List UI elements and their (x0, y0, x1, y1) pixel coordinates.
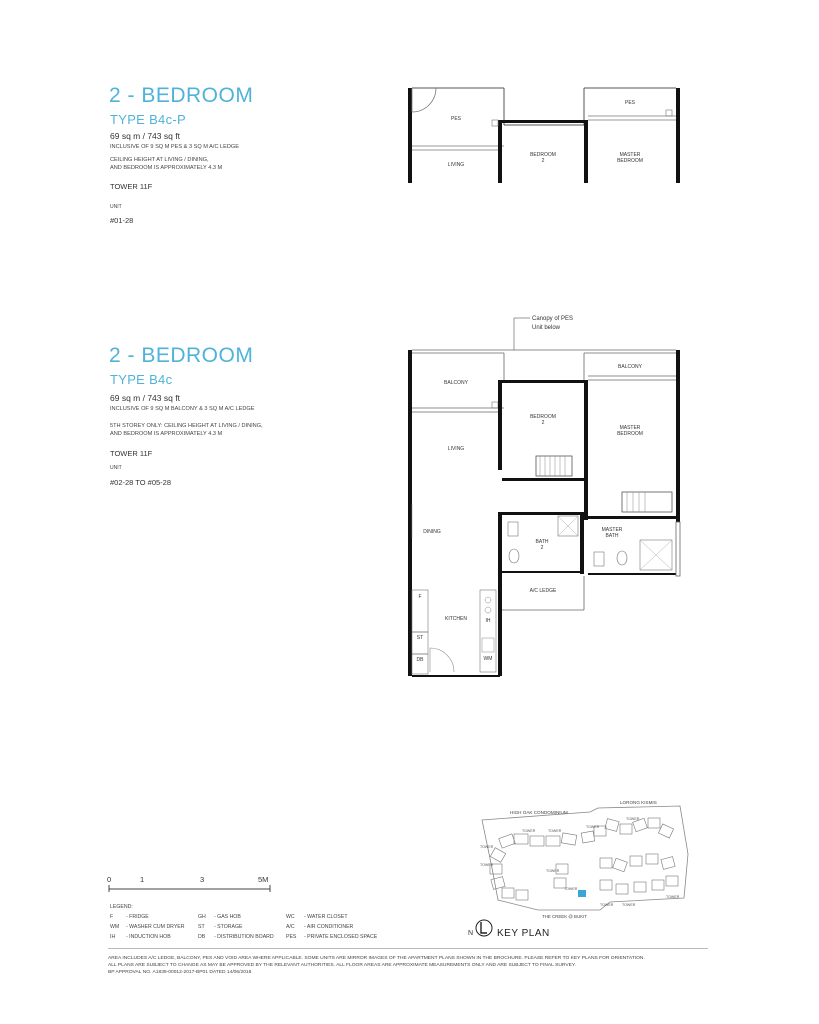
wall (588, 516, 676, 519)
wall (676, 350, 680, 522)
legend-desc: - INDUCTION HOB (126, 934, 171, 940)
tower-label: TOWER (666, 895, 680, 899)
north-arrow-icon (474, 918, 494, 938)
footnote-divider (108, 948, 708, 949)
highlight-unit (578, 890, 586, 897)
scale-tick-5m: 5M (258, 875, 269, 884)
basin (594, 552, 604, 566)
top-floor-plan (400, 80, 690, 190)
key-plan-map (470, 798, 700, 920)
tower-label: TOWER (480, 863, 494, 867)
wall (584, 120, 588, 183)
legend-desc: - WASHER CUM DRYER (126, 924, 185, 930)
basin (508, 522, 518, 536)
main-plan-inclusive: INCLUSIVE OF 9 SQ M BALCONY & 3 SQ M A/C LEDGE (110, 406, 255, 412)
legend-desc: - WATER CLOSET (304, 914, 348, 920)
wall (502, 120, 586, 123)
wall (502, 512, 582, 515)
label-high-oak: HIGH OAK CONDOMINIUM (510, 810, 568, 815)
ac-unit (492, 402, 498, 408)
tower-label: TOWER (600, 903, 614, 907)
room-label-bedroom2: 2 (541, 420, 545, 426)
label-creek: THE CREEK @ BUKIT (542, 914, 587, 919)
room-label-living: LIVING (447, 162, 465, 168)
wall (580, 512, 584, 574)
label-lorong-kismis: LORONG KISMIS (620, 800, 657, 805)
top-plan-title: 2 - BEDROOM (109, 84, 254, 107)
wall (502, 478, 584, 481)
fixture-label-f: F (418, 594, 422, 600)
legend-code: WC (286, 914, 295, 920)
legend-code: DB (198, 934, 206, 940)
wardrobe (622, 492, 672, 512)
tower-label: TOWER (546, 869, 560, 873)
wall (584, 380, 588, 520)
main-plan-area: 69 sq m / 743 sq ft (110, 393, 180, 403)
main-plan-type: TYPE B4c (110, 372, 173, 387)
wall (502, 380, 586, 383)
room-label-master: MASTER (619, 152, 641, 158)
room-label-pes: PES (450, 116, 462, 122)
tower-label: TOWER (622, 903, 636, 907)
room-label-kitchen: KITCHEN (445, 616, 467, 622)
fixture-label-wm: WM (483, 656, 493, 662)
door-swing (412, 88, 436, 112)
wall (498, 380, 502, 470)
legend-desc: - AIR CONDITIONER (304, 924, 354, 930)
wall (498, 512, 502, 572)
footnote-line-2: ALL PLANS ARE SUBJECT TO CHANGE AS MAY BE APPROVED BY THE RELEVANT AUTHORITIES. ALL FLOOR AREAS ARE APPROXIMATE MEASUREMENTS ONLY AND ARE SUBJECT TO FINAL SURVEY. (108, 963, 576, 968)
legend-title: LEGEND: (110, 904, 133, 910)
footnote-line-1: AREA INCLUDES A/C LEDGE, BALCONY, PES AND VOID AREA WHERE APPLICABLE. SOME UNITS ARE MIRROR IMAGES OF THE APARTMENT PLANS SHOWN IN THE BROCHURE. PLEASE REFER TO KEY PLANS FOR ORIENTATION. (108, 956, 645, 961)
wall (498, 120, 502, 183)
room-label-master: MASTER (619, 425, 641, 431)
room-label-living: LIVING (447, 446, 465, 452)
canopy-label-2: Unit below (532, 325, 561, 331)
legend-desc: - STORAGE (214, 924, 243, 930)
toilet (509, 549, 519, 563)
room-label-master: BEDROOM (617, 431, 643, 437)
tower-label: TOWER (480, 845, 494, 849)
scale-bar (108, 885, 278, 893)
main-floor-plan (400, 308, 690, 680)
wall (676, 522, 680, 576)
room-label-bath2: 2 (540, 545, 544, 551)
scale-tick-1: 1 (140, 875, 145, 884)
wall (676, 88, 680, 183)
tower-label: TOWER (522, 829, 536, 833)
top-plan-area: 69 sq m / 743 sq ft (110, 131, 180, 141)
footnote-line-3: BP APPROVAL NO. A1839-00012-2017-BP01 DATED 14/06/2018 (108, 970, 252, 975)
wall (408, 88, 412, 183)
room-label-master-bath: BATH (605, 533, 619, 539)
room-label-bedroom2: 2 (541, 158, 545, 164)
top-plan-inclusive: INCLUSIVE OF 9 SQ M PES & 3 SQ M A/C LEDGE (110, 144, 240, 150)
room-label-pes: PES (624, 100, 636, 106)
tower-label: TOWER (626, 817, 640, 821)
wardrobe (536, 456, 572, 476)
top-plan-ceiling-1: CEILING HEIGHT AT LIVING / DINING, (110, 157, 209, 163)
sink (482, 638, 494, 652)
main-plan-storey-1: 5TH STOREY ONLY: CEILING HEIGHT AT LIVING / DINING, (110, 423, 263, 429)
legend-code: IH (110, 934, 116, 940)
legend-desc: - DISTRIBUTION BOARD (214, 934, 274, 940)
canopy-label-1: Canopy of PES (532, 316, 574, 322)
tower-label: TOWER (548, 829, 562, 833)
room-label-balcony: BALCONY (618, 364, 642, 370)
legend-code: PES (286, 934, 297, 940)
room-label-bedroom2: BEDROOM (530, 414, 556, 420)
legend-code: F (110, 914, 114, 920)
room-label-bedroom2: BEDROOM (530, 152, 556, 158)
main-plan-unit-label: UNIT (110, 465, 122, 471)
room-label-bath2: BATH (535, 539, 549, 545)
main-plan-title: 2 - BEDROOM (109, 344, 254, 367)
room-label-master: BEDROOM (617, 158, 643, 164)
north-label: N (468, 930, 474, 937)
ac-unit (492, 120, 498, 126)
scale-tick-0: 0 (107, 875, 112, 884)
legend-code: ST (198, 924, 205, 930)
fixture-label-db: DB (416, 657, 424, 663)
wall (408, 350, 412, 676)
room-label-master-bath: MASTER (601, 527, 623, 533)
tower-label: TOWER (564, 887, 578, 891)
wall (498, 572, 502, 676)
fixture-label-ih: IH (485, 618, 491, 624)
legend-code: GH (198, 914, 206, 920)
key-plan-title: KEY PLAN (497, 928, 550, 939)
legend-desc: - GAS HOB (214, 914, 241, 920)
scale-tick-3: 3 (200, 875, 205, 884)
top-plan-tower: TOWER 11F (110, 182, 153, 191)
main-plan-tower: TOWER 11F (110, 449, 153, 458)
room-label-ac-ledge: A/C LEDGE (529, 588, 557, 594)
legend-desc: - FRIDGE (126, 914, 149, 920)
legend-desc: - PRIVATE ENCLOSED SPACE (304, 934, 378, 940)
room-label-balcony: BALCONY (444, 380, 468, 386)
main-plan-unit-value: #02-28 TO #05-28 (110, 478, 172, 487)
legend-table (110, 914, 410, 944)
room-label-dining: DINING (423, 529, 441, 535)
top-plan-unit-label: UNIT (110, 204, 122, 210)
top-plan-ceiling-2: AND BEDROOM IS APPROXIMATELY 4.3 M (110, 165, 223, 171)
legend-code: A/C (286, 924, 295, 930)
legend-code: WM (110, 924, 120, 930)
building-blocks (490, 818, 678, 900)
fixture-label-st: ST (416, 635, 424, 641)
ac-unit (666, 110, 672, 116)
toilet (617, 551, 627, 565)
main-plan-storey-2: AND BEDROOM IS APPROXIMATELY 4.3 M (110, 431, 223, 437)
door-swing (430, 648, 454, 672)
tower-label: TOWER (586, 825, 600, 829)
top-plan-unit-value: #01-28 (110, 216, 134, 225)
top-plan-type: TYPE B4c-P (110, 112, 186, 127)
